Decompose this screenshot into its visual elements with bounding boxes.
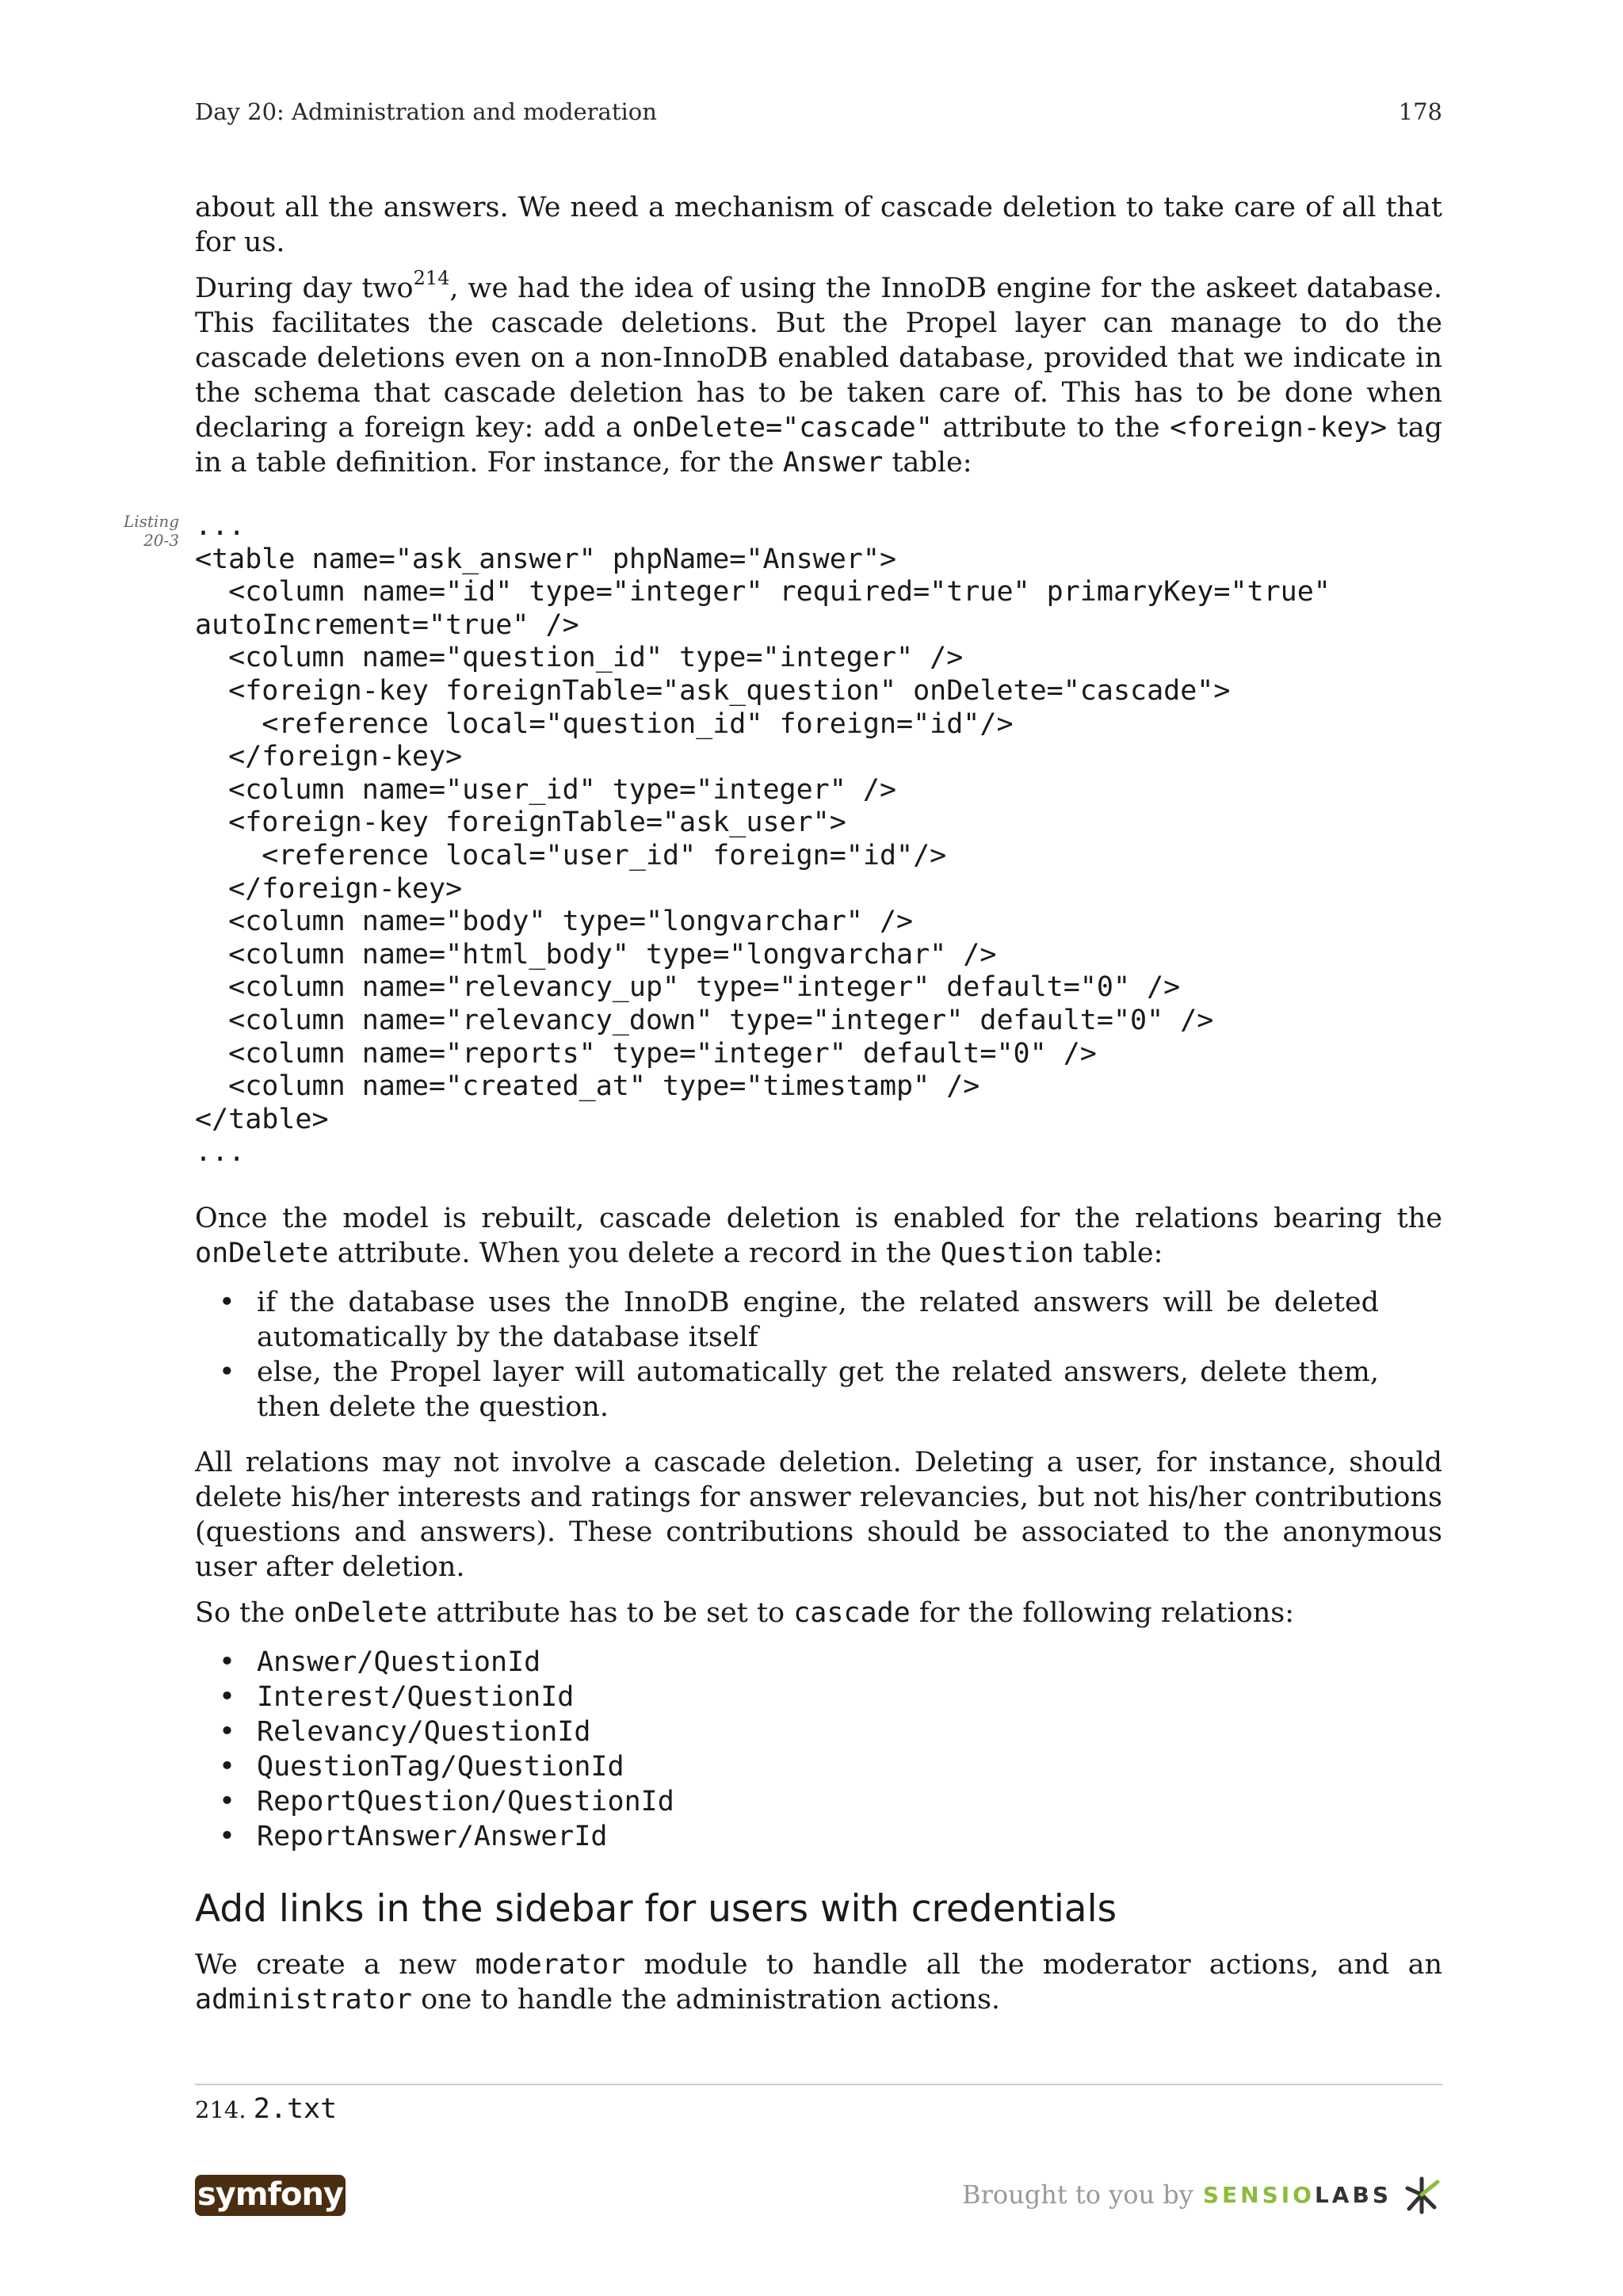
list-item: • ReportAnswer/AnswerId — [195, 1819, 1442, 1854]
inline-code: cascade — [793, 1596, 911, 1629]
inline-code: <foreign-key> — [1170, 412, 1388, 444]
paragraph-ondelete: So the onDelete attribute has to be set to cascade for the following relations: — [195, 1596, 1295, 1629]
footnote-ref[interactable]: 214 — [413, 267, 450, 289]
sensiolabs-star-icon — [1401, 2174, 1442, 2215]
footnote-divider — [195, 2084, 1442, 2085]
list-item: • else, the Propel layer will automatically get the related answers, delete them, then delete the question. — [195, 1355, 1379, 1425]
listing-code: ... <table name="ask_answer" phpName="Answer"> <column name="id" type="integer" required="true" primaryKey="true" autoIncrement="true" /> <column name="question_id" type="integer" /> <foreign-key foreignTable="ask_question" onDelete="cascade"> <reference local="question_id" foreign="id"/> </foreign-key> <column name="user_id" type="integer" /> <foreign-key foreignTable="ask_user"> <reference local="user_id" foreign="id"/> </foreign-key> <column name="body" type="longvarchar" /> <column name="html_body" type="longvarchar" /> <column name="relevancy_up" type="integer" default="0" /> <column name="relevancy_down" type="integer" default="0" /> <column name="reports" type="integer" default="0" /> <column name="created_at" type="timestamp" /> </table> ... — [195, 510, 1331, 1169]
footnote — [195, 2092, 337, 2127]
list-item: • Interest/QuestionId — [195, 1680, 1442, 1714]
relations-bullet-list — [195, 1645, 1442, 1854]
paragraph-intro: about all the answers. We need a mechanism of cascade deletion to take care of all that for us. — [195, 192, 1442, 258]
listing-label: Listing 20-3 — [123, 512, 179, 550]
inline-code: Question — [940, 1237, 1075, 1269]
paragraph-innodb: During day two$^{214}$, we had the idea of using the InnoDB engine for the askeet database. This facilitates the cascade deletions. But the Propel layer can manage to do the cascade deletions even on a non-InnoDB enabled database, provided that we indicate in the schema that cascade deletion has to be taken care of. This has to be done when declaring a foreign key: add a onDelete="cascade" attribute to the <foreign-key> tag in a table definition. For instance, for the Answer table: — [195, 267, 1442, 479]
inline-code: onDelete — [293, 1596, 428, 1629]
chapter-title: Day 20: Administration and moderation — [195, 98, 657, 125]
paragraph-model-rebuilt: Once the model is rebuilt, cascade deletion is enabled for the relations bearing the onDelete attribute. When you delete a record in the Question table: — [195, 1202, 1442, 1269]
list-item: • Relevancy/QuestionId — [195, 1714, 1442, 1749]
inline-code: onDelete="cascade" — [632, 412, 933, 444]
paragraph-relations: All relations may not involve a cascade deletion. Deleting a user, for instance, should delete his/her interests and ratings for answer relevancies, but not his/her contributions (questions and answers). These contributions should be associated to the anonymous user after deletion. — [195, 1446, 1442, 1583]
main-content — [123, 190, 1442, 2028]
inline-code: administrator — [195, 1983, 412, 2016]
list-item: • ReportQuestion/QuestionId — [195, 1784, 1442, 1819]
footnote-link[interactable]: 2.txt — [253, 2093, 338, 2125]
list-item: • QuestionTag/QuestionId — [195, 1749, 1442, 1784]
inline-code: Answer — [782, 447, 884, 479]
list-item: • Answer/QuestionId — [195, 1645, 1442, 1680]
footnote-number: 214. — [195, 2096, 246, 2123]
inline-code: onDelete — [195, 1237, 329, 1269]
inline-code: moderator — [475, 1948, 626, 1981]
section-heading: Add links in the sidebar for users with credentials — [195, 1886, 1117, 1931]
deletion-bullet-list — [195, 1285, 1379, 1425]
credit-text: Brought to you by — [962, 2180, 1193, 2210]
paragraph-modules: We create a new moderator module to handle all the moderator actions, and an administrator one to handle the administration actions. — [195, 1948, 1442, 2016]
page-number: 178 — [1398, 98, 1442, 125]
code-listing — [123, 510, 1442, 1169]
running-header — [195, 98, 1442, 125]
list-item: • if the database uses the InnoDB engine, the related answers will be deleted automatically by the database itself — [195, 1285, 1379, 1355]
symfony-logo: symfony — [195, 2175, 346, 2216]
sensiolabs-logo: SENSIOLABS — [1202, 2181, 1392, 2208]
sponsor-credit — [962, 2171, 1442, 2218]
